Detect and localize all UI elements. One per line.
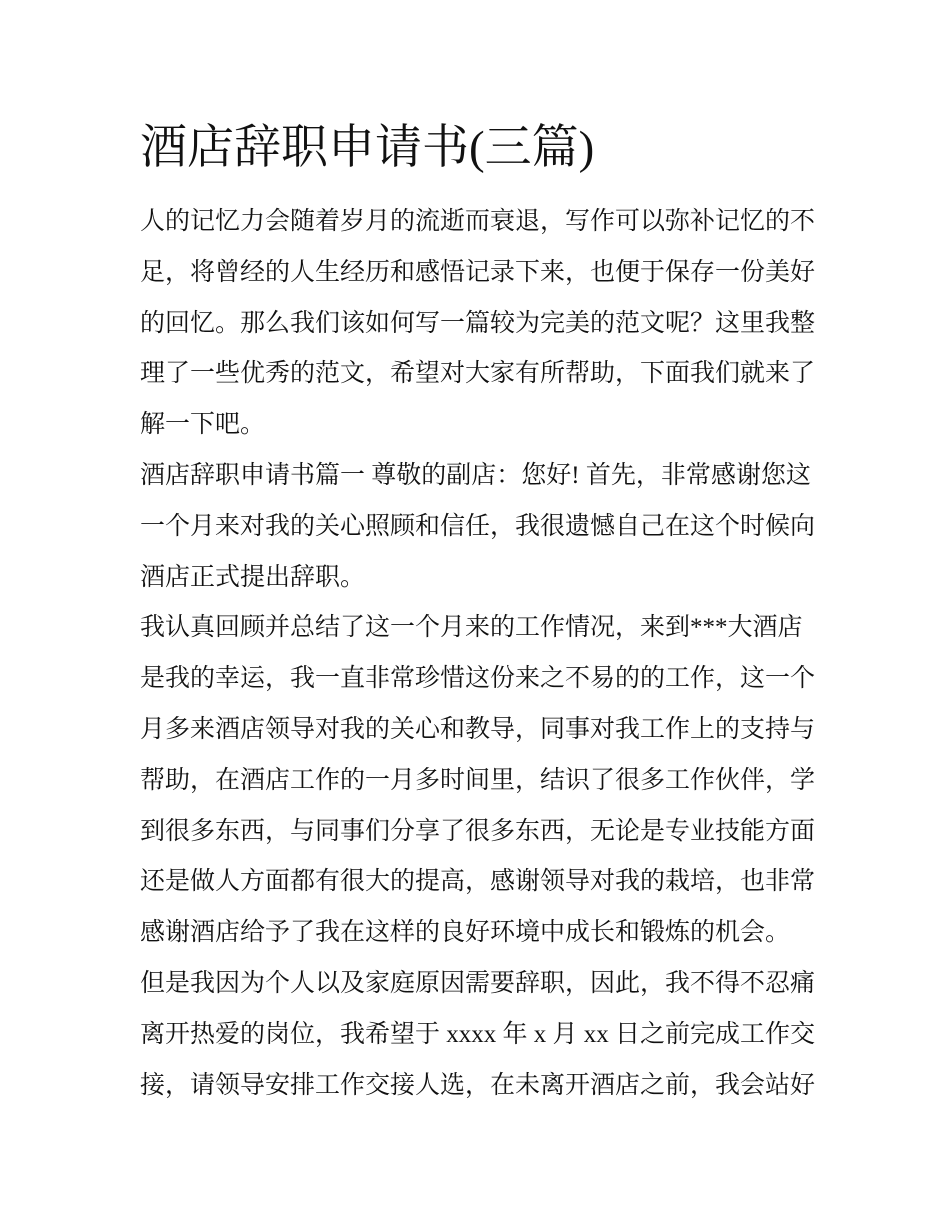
text-line: 月多来酒店领导对我的关心和教导，同事对我工作上的支持与 <box>140 715 816 743</box>
text-line: 理了一些优秀的范文，希望对大家有所帮助，下面我们就来了 <box>140 360 816 388</box>
text-line: 还是做人方面都有很大的提高，感谢领导对我的栽培，也非常 <box>140 868 816 896</box>
text-line: 是我的幸运，我一直非常珍惜这份来之不易的的工作，这一个 <box>140 665 816 693</box>
text-line: 感谢酒店给予了我在这样的良好环境中成长和锻炼的机会。 <box>140 919 791 947</box>
text-line: 我认真回顾并总结了这一个月来的工作情况，来到***大酒店 <box>140 614 803 642</box>
document-title: 酒店辞职申请书(三篇) <box>140 122 595 174</box>
text-line: 足，将曾经的人生经历和感悟记录下来，也便于保存一份美好 <box>140 258 816 286</box>
text-line: 酒店辞职申请书篇一 尊敬的副店：您好! 首先，非常感谢您这 <box>140 461 811 489</box>
text-line: 接，请领导安排工作交接人选，在未离开酒店之前，我会站好 <box>140 1071 816 1099</box>
text-line: 帮助，在酒店工作的一月多时间里，结识了很多工作伙伴，学 <box>140 766 816 794</box>
text-line: 人的记忆力会随着岁月的流逝而衰退，写作可以弥补记忆的不 <box>140 208 816 235</box>
text-line: 但是我因为个人以及家庭原因需要辞职，因此，我不得不忍痛 <box>140 969 816 997</box>
text-line: 到很多东西，与同事们分享了很多东西，无论是专业技能方面 <box>140 817 816 845</box>
document-body <box>140 197 820 1111</box>
text-line: 离开热爱的岗位，我希望于 xxxx 年 x 月 xx 日之前完成工作交 <box>140 1020 816 1048</box>
text-line: 一个月来对我的关心照顾和信任，我很遗憾自己在这个时候向 <box>140 512 816 540</box>
text-line: 的回忆。那么我们该如何写一篇较为完美的范文呢？这里我整 <box>140 309 816 337</box>
text-line: 酒店正式提出辞职。 <box>140 563 366 591</box>
text-line: 解一下吧。 <box>140 411 266 439</box>
